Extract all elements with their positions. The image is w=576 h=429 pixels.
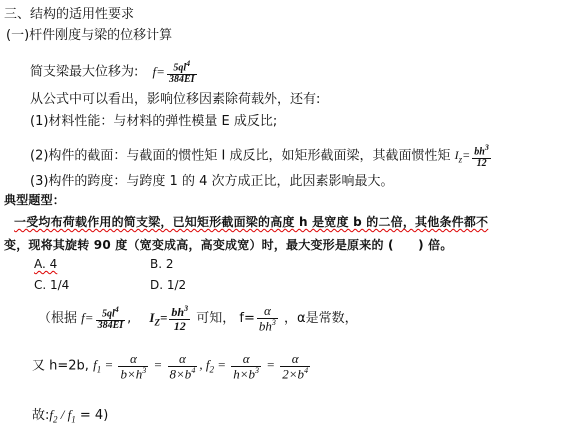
sol1-f2-fraction	[257, 304, 278, 333]
max-displacement-line	[30, 60, 199, 85]
sol1-formula-iz	[149, 304, 192, 333]
solution-line-2	[32, 352, 312, 381]
sol2-frac-4-den: 2×b	[282, 365, 305, 381]
formula-iz-num-sup: 3	[484, 143, 489, 152]
example-title: 典型题型：	[4, 193, 66, 207]
sol1-f-num-sup: 4	[114, 305, 119, 315]
sol2-frac-1-num: α	[118, 352, 148, 367]
sol2-frac-1-den: b×h	[120, 365, 143, 381]
sol1-iz-lhs: I	[149, 309, 155, 325]
sol1-iz-fraction	[169, 305, 190, 332]
option-a	[34, 257, 57, 271]
conclusion-suffix: = 4)	[75, 408, 109, 423]
formula-f-lhs: f	[152, 63, 157, 79]
sol2-frac-4	[280, 352, 310, 381]
sol1-iz-den: 12	[173, 318, 186, 333]
sol2-frac-1-sup: 3	[142, 365, 147, 375]
formula-iz-sub: z	[458, 154, 463, 165]
solution-line-1	[38, 304, 358, 333]
question-line-2	[4, 236, 453, 253]
item-3: (3)构件的跨度：与跨度 1 的 4 次方成正比，此因素影响最大。	[30, 174, 394, 189]
item-2-text: (2)构件的截面：与截面的惯性矩 I 成反比，如矩形截面梁，其截面惯性矩	[30, 148, 451, 164]
formula-iz-num: bh	[474, 146, 485, 158]
option-d: D. 1/2	[150, 278, 187, 292]
conclusion-prefix: 故:	[32, 408, 50, 423]
formula-f-num: 5ql	[173, 62, 187, 74]
sol1-iz-sub: Z	[154, 317, 160, 328]
conclusion	[32, 404, 108, 425]
formula-iz-eq: =	[462, 148, 471, 163]
question-line-2-text: 变，现将其旋转 90 度（宽变成高，高变成宽）时，最大变形是原来的 ( ) 倍。	[4, 238, 453, 252]
formula-iz-lhs: I	[454, 148, 459, 163]
sol2-frac-3-num: α	[231, 352, 261, 367]
sol2-frac-2-sup: 4	[191, 365, 196, 375]
sol1-f-fraction	[96, 306, 126, 331]
sol1-f-num: 5ql	[101, 308, 115, 320]
sol1-comma: ,	[127, 310, 132, 326]
formula-iz-den: 12	[476, 157, 487, 169]
sol2-sep: ,	[199, 357, 203, 373]
sol2-frac-2	[168, 352, 198, 381]
sol1-prefix: （根据	[38, 310, 78, 326]
sol1-f2-lhs: f=	[239, 310, 255, 326]
sol2-frac-3-den: h×b	[233, 365, 255, 381]
sol2-eq-3: =	[217, 357, 226, 373]
formula-iz	[454, 143, 493, 169]
formula-f-eq: =	[156, 63, 165, 79]
sol1-iz-num-sup: 3	[184, 304, 189, 314]
sol1-iz-num: bh	[171, 305, 185, 320]
question-line-1	[14, 213, 488, 230]
formula-f-fraction	[167, 60, 197, 85]
subsection-title: (一)杆件刚度与梁的位移计算	[6, 28, 173, 43]
sol2-eq-4: =	[266, 357, 276, 373]
formula-iz-fraction	[472, 144, 491, 169]
sol1-f-den: 384EI	[97, 319, 124, 331]
sol2-eq-1: =	[104, 357, 114, 373]
sol1-f-eq: =	[84, 309, 94, 325]
sol1-iz-eq: =	[159, 309, 168, 325]
sol1-f-lhs: f	[81, 309, 85, 325]
sol1-formula-f	[81, 305, 127, 331]
sol2-frac-4-num: α	[280, 352, 310, 367]
sol2-f1-sub: 1	[96, 364, 102, 375]
sol2-frac-1	[118, 352, 148, 381]
sol2-eq-2: =	[153, 357, 163, 373]
question-line-1-text: 一受均布荷载作用的简支梁，已知矩形截面梁的高度 h 是宽度 b 的二倍，其他条件都不	[14, 215, 489, 229]
option-a-text: A. 4	[34, 257, 58, 271]
conclusion-f2: f	[49, 407, 54, 422]
formula-f-den: 384EI	[168, 73, 195, 85]
max-displacement-label: 简支梁最大位移为:	[30, 64, 139, 80]
sol2-frac-2-den: 8×b	[169, 365, 192, 381]
intro-text: 从公式中可以看出，影响位移因素除荷载外，还有:	[30, 92, 321, 107]
conclusion-slash: /	[57, 407, 68, 422]
sol1-mid: 可知，	[196, 310, 236, 326]
sol2-frac-2-num: α	[168, 352, 198, 367]
formula-f	[152, 59, 199, 85]
sol2-f2-sub: 2	[209, 364, 214, 375]
sol1-suffix: ，α是常数，	[284, 310, 358, 326]
sol1-f2-num: α	[263, 303, 271, 318]
conclusion-f1-sub: 1	[71, 414, 76, 425]
conclusion-f1: f	[67, 407, 72, 422]
formula-f-num-sup: 4	[186, 59, 191, 68]
option-c: C. 1/4	[34, 278, 70, 292]
sol1-f2-den-sup: 3	[271, 317, 276, 327]
section-title: 三、结构的适用性要求	[4, 7, 135, 22]
option-b: B. 2	[150, 257, 174, 271]
item-1: (1)材料性能：与材料的弹性模量 E 成反比;	[30, 114, 278, 129]
sol2-prefix: 又 h=2b,	[32, 358, 89, 374]
sol1-f2-den: bh	[258, 317, 272, 333]
sol2-frac-3-sup: 3	[255, 365, 259, 375]
sol2-f2: f	[205, 357, 210, 373]
item-2	[30, 144, 493, 169]
sol2-frac-4-sup: 4	[304, 365, 309, 375]
conclusion-f2-sub: 2	[53, 414, 58, 425]
sol2-frac-3	[231, 352, 261, 381]
sol2-f1: f	[93, 357, 97, 373]
